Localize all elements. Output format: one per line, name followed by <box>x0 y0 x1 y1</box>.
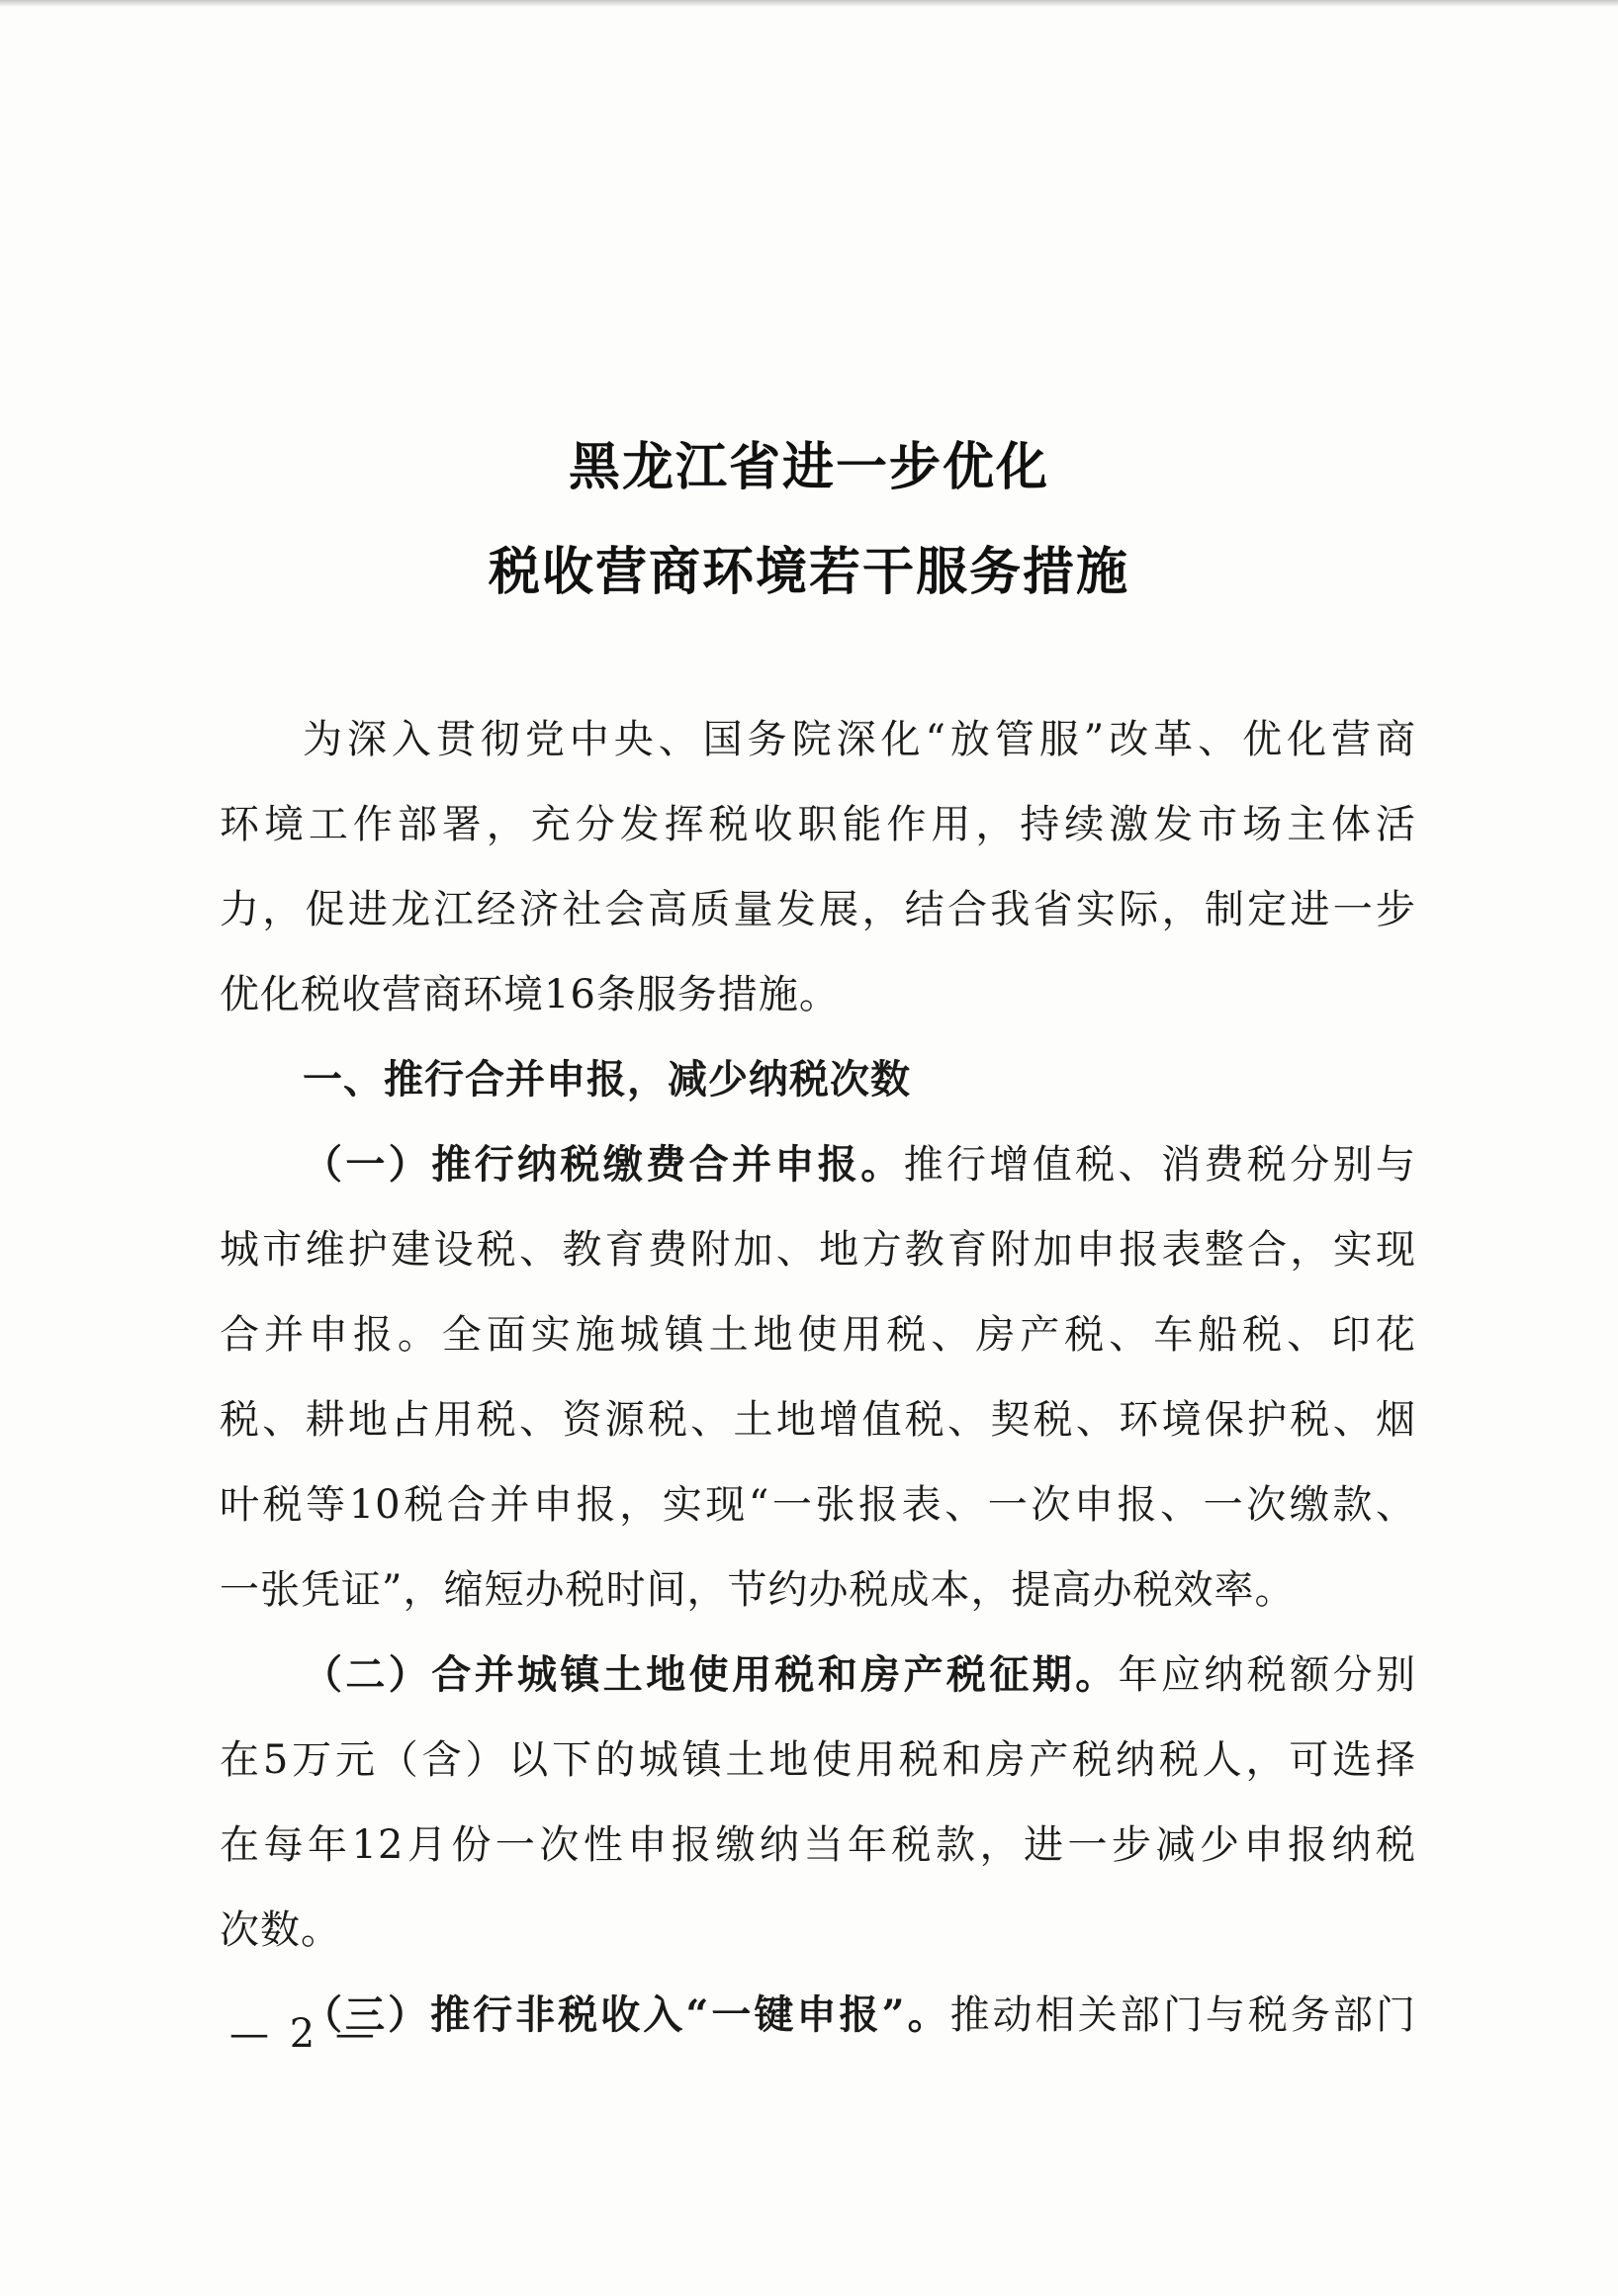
item-1-line: 税、耕地占用税、资源税、土地增值税、契税、环境保护税、烟 <box>220 1397 1416 1443</box>
item-3-first-line <box>220 1973 1416 2058</box>
document-title-line-1: 黑龙江省进一步优化 <box>568 438 1049 497</box>
item-1-line: 叶税等10税合并申报，实现“一张报表、一次申报、一次缴款、 <box>220 1482 1416 1528</box>
page-number: — 2 — <box>229 2011 379 2057</box>
item-2-line: 在每年12月份一次性申报缴纳当年税款，进一步减少申报纳税 <box>220 1822 1416 1868</box>
section-heading: 一、推行合并申报，减少纳税次数 <box>303 1057 911 1103</box>
item-2-line: 在5万元（含）以下的城镇土地使用税和房产税纳税人，可选择 <box>220 1737 1416 1783</box>
item-1-text: 推行增值税、消费税分别与 <box>903 1142 1416 1188</box>
document-body <box>220 697 1416 2058</box>
scan-top-edge <box>0 0 1618 7</box>
intro-line: 为深入贯彻党中央、国务院深化“放管服”改革、优化营商 <box>303 717 1416 762</box>
item-1-line: 城市维护建设税、教育费附加、地方教育附加申报表整合，实现 <box>220 1227 1416 1273</box>
item-3-text: 推动相关部门与税务部门 <box>949 1992 1416 2038</box>
intro-line: 环境工作部署，充分发挥税收职能作用，持续激发市场主体活 <box>220 802 1416 847</box>
intro-line: 优化税收营商环境16条服务措施。 <box>220 972 840 1017</box>
item-2-label: （二）合并城镇土地使用税和房产税征期。 <box>303 1651 1119 1698</box>
item-3-label: （三）推行非税收入“一键申报”。 <box>303 1991 950 2038</box>
item-1-line: 一张凭证”，缩短办税时间，节约办税成本，提高办税效率。 <box>220 1567 1296 1613</box>
item-2-line: 次数。 <box>220 1907 341 1953</box>
item-1-line: 合并申报。全面实施城镇土地使用税、房产税、车船税、印花 <box>220 1312 1416 1358</box>
item-2-text: 年应纳税额分别 <box>1118 1652 1416 1698</box>
item-1-label: （一）推行纳税缴费合并申报。 <box>303 1141 904 1188</box>
intro-line: 力，促进龙江经济社会高质量发展，结合我省实际，制定进一步 <box>220 887 1416 932</box>
item-1-first-line <box>220 1122 1416 1207</box>
document-title-line-2: 税收营商环境若干服务措施 <box>488 543 1129 602</box>
item-2-first-line <box>220 1633 1416 1718</box>
